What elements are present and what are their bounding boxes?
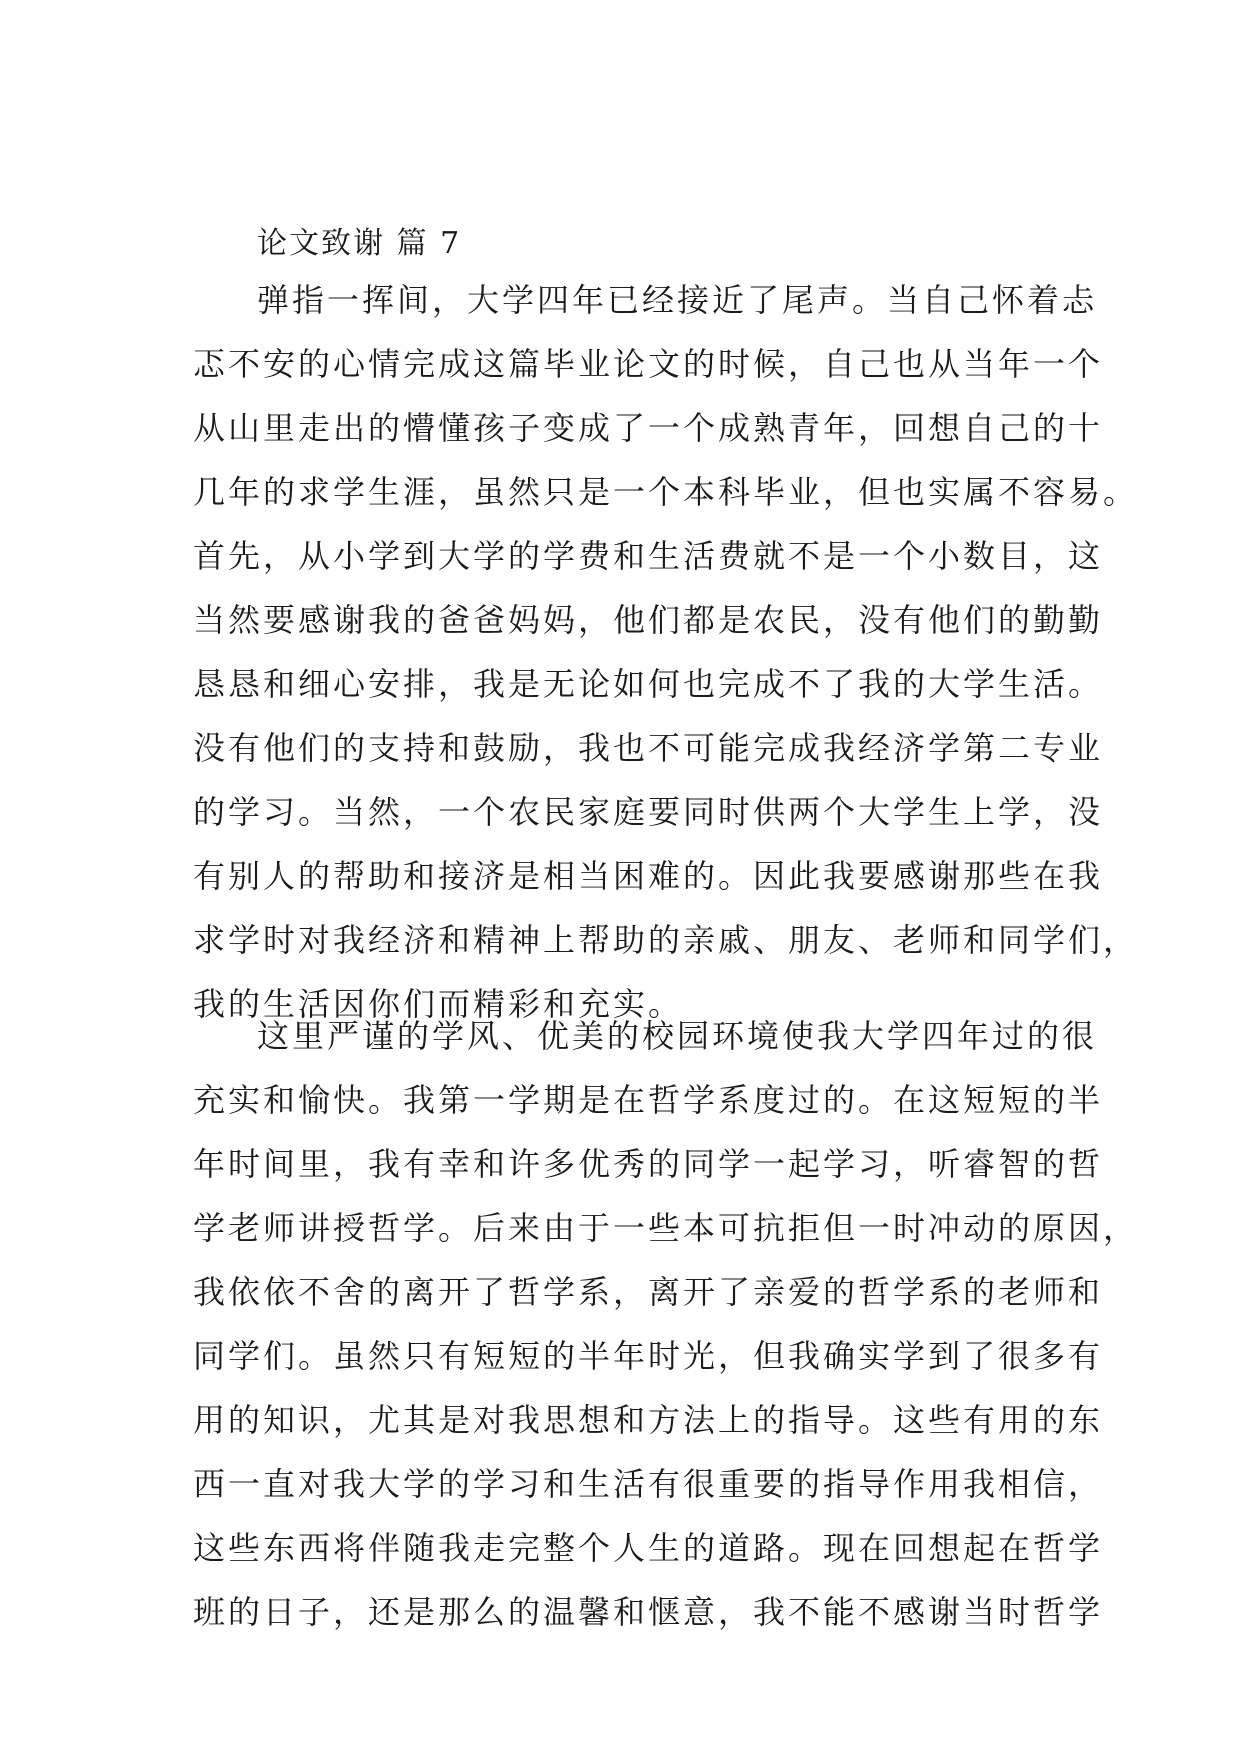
text-line: 年时间里，我有幸和许多优秀的同学一起学习，听睿智的哲 <box>193 1145 1104 1183</box>
text-line: 恳恳和细心安排，我是无论如何也完成不了我的大学生活。 <box>193 665 1104 703</box>
text-line: 班的日子，还是那么的温馨和惬意，我不能不感谢当时哲学 <box>193 1593 1104 1631</box>
text-line: 首先，从小学到大学的学费和生活费就不是一个小数目，这 <box>193 537 1104 575</box>
text-line: 几年的求学生涯，虽然只是一个本科毕业，但也实属不容易。 <box>193 473 1139 511</box>
text-line: 有别人的帮助和接济是相当困难的。因此我要感谢那些在我 <box>193 857 1104 895</box>
section-heading: 论文致谢 篇 7 <box>257 226 462 261</box>
text-line: 充实和愉快。我第一学期是在哲学系度过的。在这短短的半 <box>193 1081 1104 1119</box>
text-line: 同学们。虽然只有短短的半年时光，但我确实学到了很多有 <box>193 1337 1104 1375</box>
text-line: 这里严谨的学风、优美的校园环境使我大学四年过的很 <box>257 1017 1098 1055</box>
text-line: 从山里走出的懵懂孩子变成了一个成熟青年，回想自己的十 <box>193 409 1104 447</box>
text-line: 忑不安的心情完成这篇毕业论文的时候，自己也从当年一个 <box>193 345 1104 383</box>
text-line: 用的知识，尤其是对我思想和方法上的指导。这些有用的东 <box>193 1401 1104 1439</box>
text-line: 我依依不舍的离开了哲学系，离开了亲爱的哲学系的老师和 <box>193 1273 1104 1311</box>
text-line: 的学习。当然，一个农民家庭要同时供两个大学生上学，没 <box>193 793 1104 831</box>
text-line: 西一直对我大学的学习和生活有很重要的指导作用我相信， <box>193 1465 1104 1503</box>
text-line: 我的生活因你们而精彩和充实。 <box>193 985 684 1023</box>
paragraph-2 <box>193 1004 1139 1644</box>
text-line: 没有他们的支持和鼓励，我也不可能完成我经济学第二专业 <box>193 729 1104 767</box>
text-line: 这些东西将伴随我走完整个人生的道路。现在回想起在哲学 <box>193 1529 1104 1567</box>
text-line: 求学时对我经济和精神上帮助的亲戚、朋友、老师和同学们， <box>193 921 1139 959</box>
text-line: 学老师讲授哲学。后来由于一些本可抗拒但一时冲动的原因， <box>193 1209 1139 1247</box>
text-line: 当然要感谢我的爸爸妈妈，他们都是农民，没有他们的勤勤 <box>193 601 1104 639</box>
text-line: 弹指一挥间，大学四年已经接近了尾声。当自己怀着忐 <box>257 281 1098 319</box>
